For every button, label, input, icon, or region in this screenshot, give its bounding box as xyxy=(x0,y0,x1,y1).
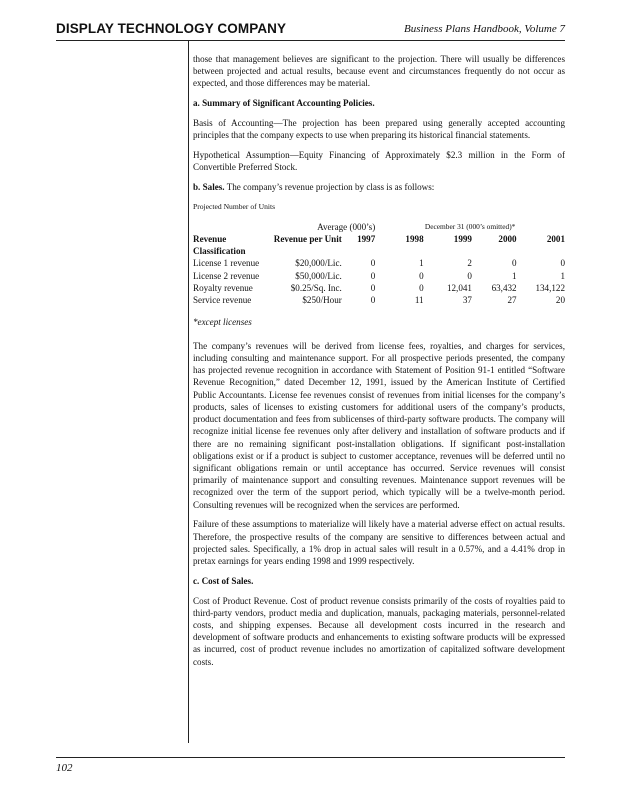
column-header: 1998 xyxy=(405,233,424,244)
cost-of-product-paragraph: Cost of Product Revenue. Cost of product revenue consists primarily of the costs of royalties paid to third-party vendors, product media and duplication, manuals, packaging materials, personnel-related costs, and shipping expenses. Because all development costs incurred in the research and development of software products and enhancements to existing software products will be expressed as incurred, cost of product revenue includes no amortization of capitalized software development costs. xyxy=(193,595,565,667)
running-header-book: Business Plans Handbook, Volume 7 xyxy=(403,23,565,35)
table-cell: Service revenue xyxy=(193,295,252,306)
table-cell: 0 xyxy=(512,258,517,269)
running-header-title: DISPLAY TECHNOLOGY COMPANY xyxy=(56,21,287,36)
section-a-heading: a. Summary of Significant Accounting Policies. xyxy=(193,98,375,109)
table-cell: 1 xyxy=(560,270,565,281)
column-header: 2000 xyxy=(498,233,517,244)
table-cell: Royalty revenue xyxy=(193,283,253,294)
table-cell: $20,000/Lic. xyxy=(295,258,342,269)
column-header: 2001 xyxy=(546,233,565,244)
table-column-header-row xyxy=(193,233,565,245)
table-cell: 0 xyxy=(370,295,376,306)
table-cell: 0 xyxy=(467,270,472,281)
table-cell: 0 xyxy=(370,270,376,281)
table-column-header-row-2 xyxy=(193,245,565,257)
table-row xyxy=(193,294,565,306)
table-cell: 12,041 xyxy=(446,283,472,294)
table-cell: 1 xyxy=(512,270,517,281)
table-cell: 20 xyxy=(555,295,565,306)
table-cell: 0 xyxy=(370,283,376,294)
table-cell: License 1 revenue xyxy=(193,258,260,269)
intro-paragraph: those that management believes are significant to the projection. There will usually be differences between projected and actual results, because event and circumstances frequently do not occur as expected, and those differences may be material. xyxy=(193,54,565,89)
table-cell: 0 xyxy=(560,258,565,269)
table-cell: License 2 revenue xyxy=(193,270,260,281)
table-cell: 0 xyxy=(419,270,424,281)
column-header-continued: Classification xyxy=(193,246,246,257)
section-b-heading: b. Sales. xyxy=(193,182,225,192)
table-cell: 63,432 xyxy=(491,283,517,294)
table-cell: $0.25/Sq. Inc. xyxy=(290,283,342,294)
table-cell: 11 xyxy=(414,295,424,306)
table-cell: 0 xyxy=(370,258,376,269)
table-group-header-row xyxy=(193,221,565,233)
page-body xyxy=(193,53,565,675)
table-row xyxy=(193,257,565,269)
column-header: Revenue xyxy=(193,233,227,244)
table-cell: 134,122 xyxy=(535,283,565,294)
table-cell: 1 xyxy=(419,258,424,269)
section-b-intro xyxy=(193,181,565,193)
page-number: 102 xyxy=(56,762,73,774)
revenue-table xyxy=(193,221,565,307)
group-header-average: Average (000’s) xyxy=(317,221,376,232)
table-row xyxy=(193,282,565,294)
table-cell: $250/Hour xyxy=(302,295,342,306)
table-cell: 27 xyxy=(507,295,517,306)
group-header-december: December 31 (000’s omitted)* xyxy=(424,221,516,231)
table-row xyxy=(193,270,565,282)
footer-rule xyxy=(56,757,565,758)
table-caption: Projected Number of Units xyxy=(193,201,276,211)
hypothetical-paragraph: Hypothetical Assumption—Equity Financing of Approximately $2.3 million in the Form of Convertible Preferred Stock. xyxy=(193,150,565,173)
table-cell: $50,000/Lic. xyxy=(295,270,342,281)
assumptions-paragraph: Failure of these assumptions to materialize will likely have a material adverse effect on actual results. Therefore, the prospective results of the company are sensitive to differences between actual and projected sales. Specifically, a 1% drop in actual sales will result in a 0.57%, and a 4.41% drop in pretax earnings for years ending 1998 and 1999 respectively. xyxy=(193,519,565,566)
header-rule xyxy=(56,40,565,41)
margin-rule xyxy=(188,40,189,743)
table-cell: 37 xyxy=(462,295,472,306)
basis-paragraph: Basis of Accounting—The projection has been prepared using generally accepted accounting principles that the company expects to use when preparing its historical financial statements. xyxy=(193,118,565,141)
column-header: 1997 xyxy=(357,233,376,244)
revenue-recognition-paragraph: The company’s revenues will be derived from license fees, royalties, and charges for services, including consulting and maintenance support. For all prospective periods presented, the company has projected revenue recognition in accordance with Statement of Position 91-1 entitled “Software Revenue Recognition,” dated December 12, 1991, issued by the American Institute of Certified Public Accountants. License fee revenues consist of revenues from initial licenses for the company’s products, sales of licenses to existing customers for additional users of the company’s products, product documentation and fees from sublicenses of third-party software products. The company will recognize initial license fee revenues only after delivery and installation of software products and if there are no remaining significant post-installation obligations. If significant post-installation obligations exist or if a product is subject to customer acceptance, revenues will be deferred until no significant obligations remain or until acceptance has occurred. Service revenues will consist primarily of maintenance support and consulting revenues. Maintenance support revenues will be recognized over the term of the support period, which typically will be a twelve-month period. Consulting revenues will be recognized when the services are performed. xyxy=(193,340,565,510)
table-cell: 0 xyxy=(419,283,424,294)
section-b-heading-rest: The company’s revenue projection by class is as follows: xyxy=(224,182,435,192)
column-header: Revenue per Unit xyxy=(273,233,342,244)
table-footnote: *except licenses xyxy=(193,316,252,327)
table-cell: 2 xyxy=(467,258,472,269)
section-c-heading: c. Cost of Sales. xyxy=(193,575,254,586)
column-header: 1999 xyxy=(453,233,472,244)
